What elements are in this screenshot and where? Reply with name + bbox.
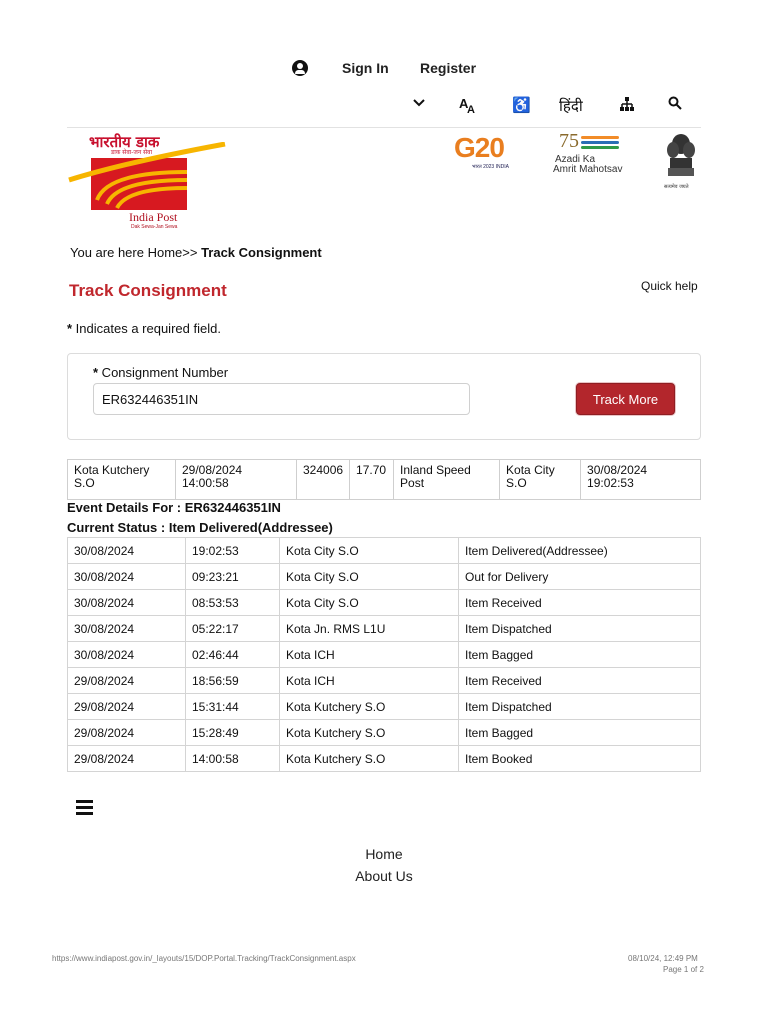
- india-post-tagline: Dak Sewa-Jan Sewa: [131, 224, 178, 230]
- table-row: [68, 720, 701, 746]
- g20-text: G20: [454, 132, 504, 163]
- event-event-cell: Item Booked: [459, 746, 701, 772]
- summary-delivery-location: Kota City S.O: [500, 460, 581, 500]
- event-date-cell: 29/08/2024: [68, 694, 186, 720]
- tricolor-stripes: [581, 136, 619, 150]
- event-date-cell: 30/08/2024: [68, 590, 186, 616]
- print-url: https://www.indiapost.gov.in/_layouts/15/DOP.Portal.Tracking/TrackConsignment.aspx: [52, 954, 356, 963]
- required-note-text: Indicates a required field.: [72, 321, 221, 336]
- event-office-cell: Kota ICH: [280, 642, 459, 668]
- event-event-cell: Item Dispatched: [459, 616, 701, 642]
- table-row: [68, 668, 701, 694]
- event-event-cell: Item Bagged: [459, 720, 701, 746]
- sign-in-link[interactable]: Sign In: [342, 60, 389, 76]
- footer-about-link[interactable]: About Us: [355, 868, 413, 884]
- print-datetime: 08/10/24, 12:49 PM: [628, 954, 698, 963]
- event-time-cell: 15:28:49: [186, 720, 280, 746]
- event-event-cell: Item Received: [459, 668, 701, 694]
- event-office-cell: Kota Kutchery S.O: [280, 746, 459, 772]
- event-time-cell: 15:31:44: [186, 694, 280, 720]
- table-row: [68, 746, 701, 772]
- event-time-cell: 02:46:44: [186, 642, 280, 668]
- event-office-cell: Kota City S.O: [280, 564, 459, 590]
- breadcrumb: [70, 245, 322, 260]
- india-post-logo[interactable]: [67, 132, 227, 232]
- event-office-cell: Kota Kutchery S.O: [280, 720, 459, 746]
- g20-subtext: भारत 2023 INDIA: [472, 164, 509, 170]
- summary-pincode: 324006: [297, 460, 350, 500]
- sitemap-icon[interactable]: [619, 96, 635, 116]
- event-time-cell: 09:23:21: [186, 564, 280, 590]
- table-row: [68, 590, 701, 616]
- tracking-events-table: [67, 537, 701, 772]
- utility-bar: [0, 96, 768, 120]
- table-row: [68, 538, 701, 564]
- event-date-cell: 30/08/2024: [68, 564, 186, 590]
- azadi-ka-amrit-mahotsav-logo[interactable]: [553, 130, 637, 180]
- india-post-hindi-tagline: डाक सेवा-जन सेवा: [111, 149, 153, 156]
- user-icon[interactable]: [292, 60, 308, 76]
- lion-capital-icon: [664, 132, 698, 184]
- event-time-cell: 08:53:53: [186, 590, 280, 616]
- hamburger-menu-icon[interactable]: [76, 800, 93, 814]
- quick-help-link[interactable]: Quick help: [641, 279, 698, 293]
- india-post-hindi-text: भारतीय डाक: [89, 133, 160, 151]
- event-office-cell: Kota City S.O: [280, 538, 459, 564]
- required-field-note: [67, 321, 221, 336]
- event-date-cell: 30/08/2024: [68, 642, 186, 668]
- breadcrumb-prefix[interactable]: You are here Home>>: [70, 245, 202, 260]
- current-status-heading: Current Status : Item Delivered(Addressee): [67, 520, 333, 535]
- register-link[interactable]: Register: [420, 60, 477, 76]
- tracking-events-body: [68, 538, 701, 772]
- breadcrumb-current: Track Consignment: [201, 245, 322, 260]
- g20-logo[interactable]: [454, 132, 536, 176]
- summary-booked-on: 29/08/2024 14:00:58: [176, 460, 297, 500]
- event-time-cell: 05:22:17: [186, 616, 280, 642]
- summary-delivered-on: 30/08/2024 19:02:53: [581, 460, 701, 500]
- event-date-cell: 29/08/2024: [68, 746, 186, 772]
- consignment-summary-table: [67, 459, 701, 500]
- azadi-line-1: Azadi Ka: [555, 154, 596, 165]
- azadi-line-2: Amrit Mahotsav: [553, 164, 623, 175]
- table-row: [68, 694, 701, 720]
- summary-row: [68, 460, 701, 500]
- required-star: *: [67, 321, 73, 336]
- emblem-motto: सत्यमेव जयते: [664, 184, 689, 190]
- event-date-cell: 30/08/2024: [68, 616, 186, 642]
- consignment-number-input[interactable]: [93, 383, 470, 415]
- print-page-number: Page 1 of 2: [663, 965, 704, 974]
- event-event-cell: Item Dispatched: [459, 694, 701, 720]
- language-toggle-hindi[interactable]: हिंदी: [559, 97, 583, 115]
- event-event-cell: Item Delivered(Addressee): [459, 538, 701, 564]
- azadi-75-text: 75: [559, 130, 579, 152]
- state-emblem-logo: [664, 132, 698, 192]
- event-date-cell: 30/08/2024: [68, 538, 186, 564]
- event-office-cell: Kota City S.O: [280, 590, 459, 616]
- font-size-icon[interactable]: [459, 96, 479, 118]
- india-post-swoosh-icon: [67, 142, 227, 212]
- summary-tariff: 17.70: [350, 460, 394, 500]
- search-icon[interactable]: [668, 96, 682, 114]
- table-row: [68, 564, 701, 590]
- event-office-cell: Kota Jn. RMS L1U: [280, 616, 459, 642]
- event-event-cell: Item Received: [459, 590, 701, 616]
- summary-article-type: Inland Speed Post: [394, 460, 500, 500]
- consignment-required-star: *: [93, 365, 99, 380]
- footer-home-link[interactable]: Home: [365, 846, 403, 862]
- event-date-cell: 29/08/2024: [68, 720, 186, 746]
- consignment-number-label: [93, 365, 228, 380]
- table-row: [68, 616, 701, 642]
- account-bar: [0, 58, 768, 80]
- consignment-label-text: Consignment Number: [98, 365, 229, 380]
- event-event-cell: Item Bagged: [459, 642, 701, 668]
- india-post-name: India Post: [129, 210, 178, 224]
- event-details-heading: Event Details For : ER632446351IN: [67, 500, 281, 515]
- event-office-cell: Kota ICH: [280, 668, 459, 694]
- event-event-cell: Out for Delivery: [459, 564, 701, 590]
- event-time-cell: 18:56:59: [186, 668, 280, 694]
- event-date-cell: 29/08/2024: [68, 668, 186, 694]
- table-row: [68, 642, 701, 668]
- summary-booked-at: Kota Kutchery S.O: [68, 460, 176, 500]
- event-time-cell: 14:00:58: [186, 746, 280, 772]
- font-size-letter: A: [459, 96, 469, 111]
- track-more-button[interactable]: Track More: [576, 383, 675, 415]
- event-office-cell: Kota Kutchery S.O: [280, 694, 459, 720]
- event-time-cell: 19:02:53: [186, 538, 280, 564]
- header-divider: [67, 127, 701, 128]
- font-size-letter-small: A: [467, 104, 475, 114]
- page-title: Track Consignment: [69, 281, 227, 300]
- chevron-down-icon[interactable]: [412, 96, 426, 114]
- accessibility-icon[interactable]: ♿: [512, 97, 531, 114]
